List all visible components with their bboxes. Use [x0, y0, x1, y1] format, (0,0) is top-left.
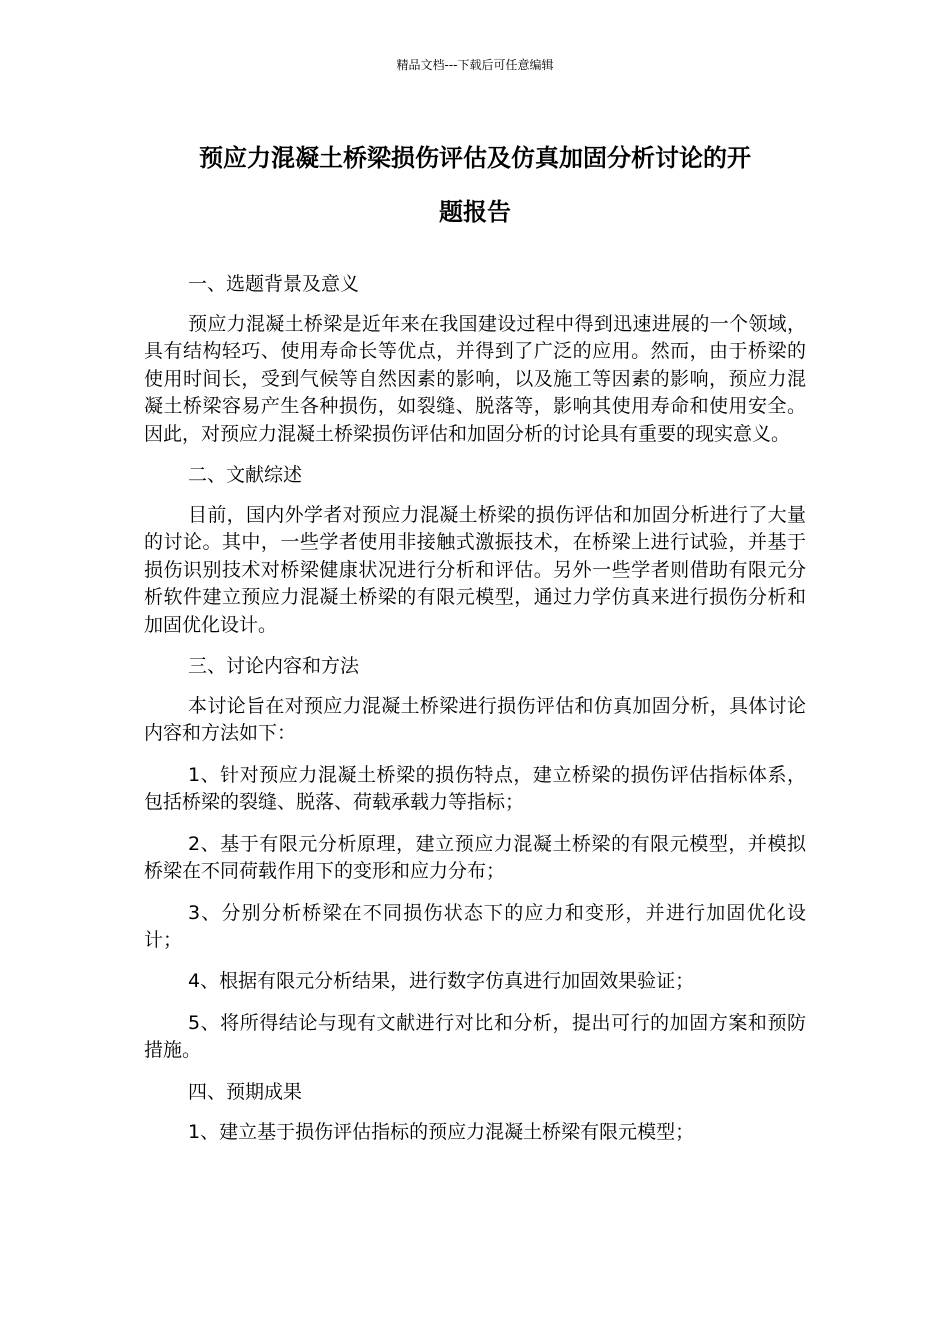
- title-line-2: 题报告: [439, 198, 511, 226]
- list-item-method-3: 3、分别分析桥梁在不同损伤状态下的应力和变形，并进行加固优化设计；: [144, 901, 806, 951]
- title-line-1: 预应力混凝土桥梁损伤评估及仿真加固分析讨论的开: [199, 144, 751, 172]
- list-item-result-1: 1、建立基于损伤评估指标的预应力混凝土桥梁有限元模型；: [188, 1120, 695, 1143]
- list-item-method-1: 1、针对预应力混凝土桥梁的损伤特点，建立桥梁的损伤评估指标体系，包括桥梁的裂缝、脱落、荷载承载力等指标；: [144, 763, 806, 814]
- document-body: [144, 270, 806, 1146]
- list-item-method-2: 2、基于有限元分析原理，建立预应力混凝土桥梁的有限元模型，并模拟桥梁在不同荷载作用下的变形和应力分布；: [144, 832, 806, 883]
- paragraph-methods-intro: 本讨论旨在对预应力混凝土桥梁进行损伤评估和仿真加固分析，具体讨论内容和方法如下：: [144, 695, 806, 745]
- document-title: [140, 131, 810, 239]
- section-heading-results: 四、预期成果: [188, 1080, 303, 1103]
- section-heading-methods: 三、讨论内容和方法: [188, 655, 360, 678]
- list-item-method-4: 4、根据有限元分析结果，进行数字仿真进行加固效果验证；: [188, 970, 695, 993]
- paragraph-review: 目前，国内外学者对预应力混凝土桥梁的损伤评估和加固分析进行了大量的讨论。其中，一些学者使用非接触式激振技术，在桥梁上进行试验，并基于损伤识别技术对桥梁健康状况进行分析和评估。另外一些学者则借助有限元分析软件建立预应力混凝土桥梁的有限元模型，通过力学仿真来进行损伤分析和加固优化设计。: [144, 504, 806, 636]
- section-heading-background: 一、选题背景及意义: [188, 273, 360, 295]
- paragraph-background: 预应力混凝土桥梁是近年来在我国建设过程中得到迅速进展的一个领域，具有结构轻巧、使用寿命长等优点，并得到了广泛的应用。然而，由于桥梁的使用时间长，受到气候等自然因素的影响，以及施工等因素的影响，预应力混凝土桥梁容易产生各种损伤，如裂缝、脱落等，影响其使用寿命和使用安全。因此，对预应力混凝土桥梁损伤评估和加固分析的讨论具有重要的现实意义。: [144, 313, 806, 445]
- header-note: 精品文档---下载后可任意编辑: [396, 58, 554, 72]
- section-heading-review: 二、文献综述: [188, 464, 303, 487]
- list-item-method-5: 5、将所得结论与现有文献进行对比和分析，提出可行的加固方案和预防措施。: [144, 1011, 806, 1062]
